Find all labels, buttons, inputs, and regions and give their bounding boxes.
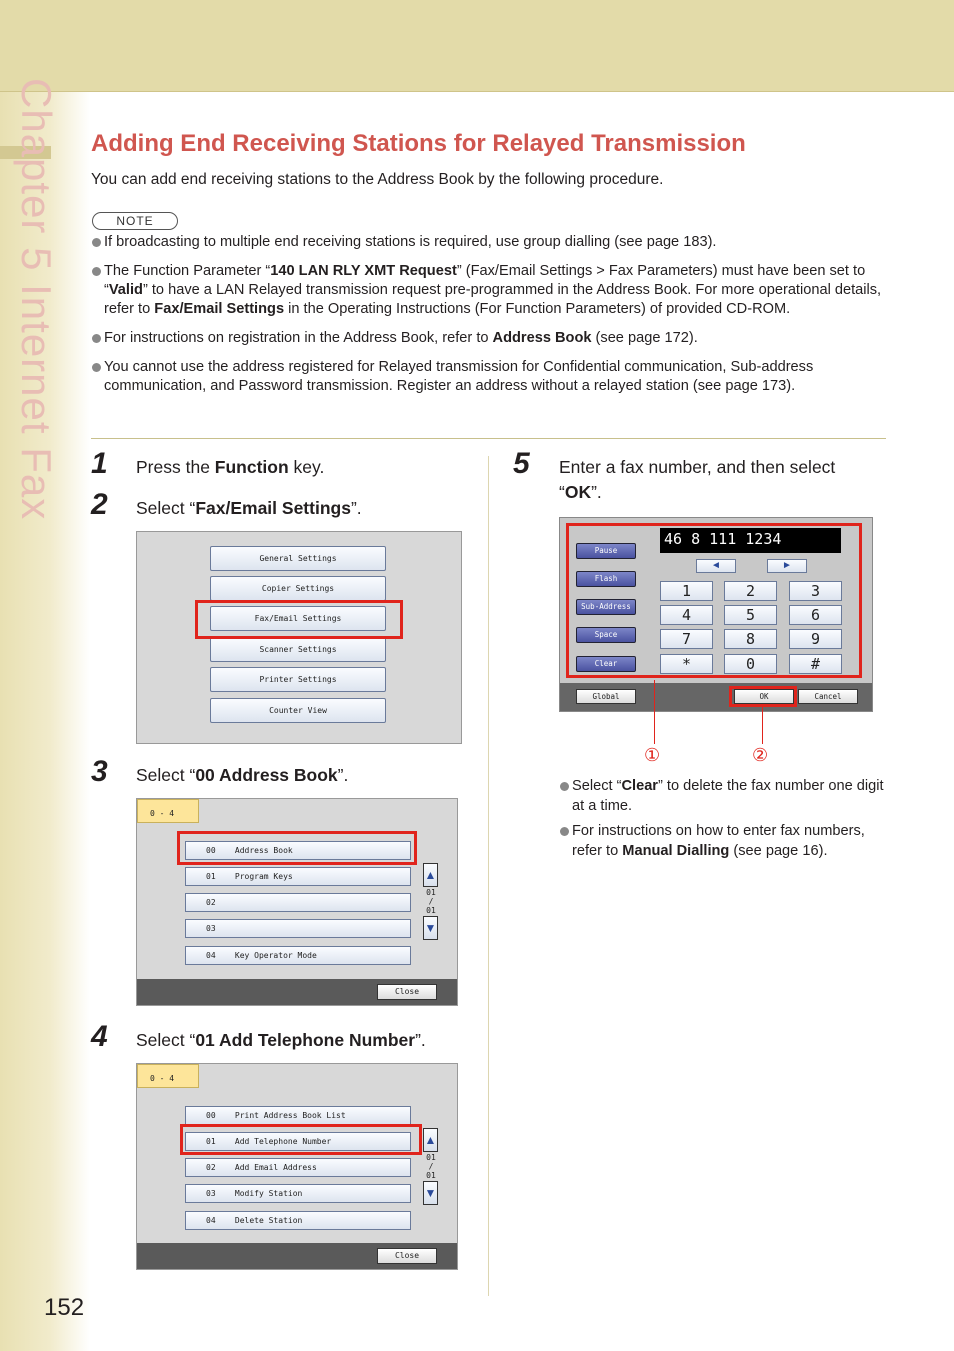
address-book-menu-screen xyxy=(136,798,458,1006)
note-label: NOTE xyxy=(92,212,178,230)
step-3-text: Select “00 Address Book”. xyxy=(136,765,349,785)
ok-button[interactable]: OK xyxy=(734,689,794,704)
general-settings-button[interactable]: General Settings xyxy=(210,546,386,571)
callout-line xyxy=(762,706,763,744)
address-book-item[interactable]: 00 Address Book xyxy=(185,841,411,860)
cancel-button[interactable]: Cancel xyxy=(798,689,858,704)
page-number: 152 xyxy=(44,1294,85,1321)
function-menu-screen xyxy=(136,531,462,744)
add-email-address-item[interactable]: 02 Add Email Address xyxy=(185,1158,411,1177)
keypad-star[interactable]: * xyxy=(660,654,713,674)
highlight-box xyxy=(177,831,417,865)
step-2-text: Select “Fax/Email Settings”. xyxy=(136,498,362,518)
flash-key[interactable]: Flash xyxy=(576,571,636,587)
callout-2: ② xyxy=(752,745,769,765)
keypad-3[interactable]: 3 xyxy=(789,581,842,601)
top-band xyxy=(0,0,954,92)
step-number: 3 xyxy=(91,755,108,788)
clear-key[interactable]: Clear xyxy=(576,656,636,672)
print-address-book-list-item[interactable]: 00 Print Address Book List xyxy=(185,1106,411,1125)
close-button[interactable]: Close xyxy=(377,1248,437,1264)
modify-station-item[interactable]: 03 Modify Station xyxy=(185,1184,411,1203)
highlight-box xyxy=(195,600,403,639)
callout-line xyxy=(654,680,655,744)
keypad-hash[interactable]: # xyxy=(789,654,842,674)
step-number: 1 xyxy=(91,447,108,480)
empty-item-02[interactable]: 02 xyxy=(185,893,411,912)
step-5-note-list xyxy=(559,777,889,867)
range-tab[interactable]: 0 - 4 xyxy=(137,799,199,823)
bottom-bar xyxy=(560,683,872,711)
note-item: For instructions on how to enter fax numbers, refer to Manual Dialling (see page 16). xyxy=(559,822,889,861)
scroll-up-icon[interactable]: ▲ xyxy=(423,863,438,887)
key-operator-mode-item[interactable]: 04 Key Operator Mode xyxy=(185,946,411,965)
note-item: You cannot use the address registered for Relayed transmission for Confidential communication, Sub-address communication, and Password transmission. Register an address without a relayed station (see page 173). xyxy=(91,358,886,396)
column-divider xyxy=(488,456,489,1296)
fax-email-settings-button[interactable]: Fax/Email Settings xyxy=(210,606,386,631)
scanner-settings-button[interactable]: Scanner Settings xyxy=(210,637,386,662)
step-4-text: Select “01 Add Telephone Number”. xyxy=(136,1030,426,1050)
callout-1: ① xyxy=(644,745,661,765)
sub-address-key[interactable]: Sub-Address xyxy=(576,599,636,615)
note-list xyxy=(91,233,886,406)
step-5-text: Enter a fax number, and then select “OK”. xyxy=(559,457,836,502)
keypad-9[interactable]: 9 xyxy=(789,629,842,649)
copier-settings-button[interactable]: Copier Settings xyxy=(210,576,386,601)
note-item: Select “Clear” to delete the fax number one digit at a time. xyxy=(559,777,889,816)
keypad-0[interactable]: 0 xyxy=(724,654,777,674)
keypad-6[interactable]: 6 xyxy=(789,605,842,625)
counter-view-button[interactable]: Counter View xyxy=(210,698,386,723)
step-1-text: Press the Function key. xyxy=(136,457,325,477)
keypad-2[interactable]: 2 xyxy=(724,581,777,601)
global-button[interactable]: Global xyxy=(576,689,636,704)
highlight-box xyxy=(180,1124,422,1155)
bottom-bar xyxy=(137,1243,457,1269)
highlight-box xyxy=(566,523,862,678)
note-item: If broadcasting to multiple end receiving stations is required, use group dialling (see page 183). xyxy=(91,233,886,252)
highlight-box xyxy=(729,686,797,707)
add-station-menu-screen xyxy=(136,1063,458,1270)
fax-number-entry-screen xyxy=(559,517,873,712)
scroll-down-icon[interactable]: ▼ xyxy=(423,916,438,940)
add-telephone-number-item[interactable]: 01 Add Telephone Number xyxy=(185,1132,411,1151)
close-button[interactable]: Close xyxy=(377,984,437,1000)
step-number: 2 xyxy=(91,488,108,521)
cursor-right-icon[interactable]: ► xyxy=(767,559,807,573)
note-item: The Function Parameter “140 LAN RLY XMT Request” (Fax/Email Settings > Fax Parameters) must have been set to “Valid” to have a LAN Relayed transmission request pre-programmed in the Address Book. For more operational details, refer to Fax/Email Settings in the Operating Instructions (For Function Parameters) of provided CD-ROM. xyxy=(91,262,886,319)
section-divider xyxy=(91,438,886,439)
section-title: Adding End Receiving Stations for Relayed Transmission xyxy=(91,130,746,157)
fax-number-display: 46 8 111 1234 xyxy=(660,528,841,553)
empty-item-03[interactable]: 03 xyxy=(185,919,411,938)
page-indicator: 01 / 01 xyxy=(426,888,436,915)
cursor-left-icon[interactable]: ◄ xyxy=(696,559,736,573)
program-keys-item[interactable]: 01 Program Keys xyxy=(185,867,411,886)
delete-station-item[interactable]: 04 Delete Station xyxy=(185,1211,411,1230)
step-number: 4 xyxy=(91,1020,108,1053)
printer-settings-button[interactable]: Printer Settings xyxy=(210,667,386,692)
keypad-4[interactable]: 4 xyxy=(660,605,713,625)
note-item: For instructions on registration in the Address Book, refer to Address Book (see page 172). xyxy=(91,329,886,348)
keypad-7[interactable]: 7 xyxy=(660,629,713,649)
intro-text: You can add end receiving stations to the Address Book by the following procedure. xyxy=(91,171,664,188)
bottom-bar xyxy=(137,979,457,1005)
page-indicator: 01 / 01 xyxy=(426,1153,436,1180)
scroll-down-icon[interactable]: ▼ xyxy=(423,1181,438,1205)
chapter-label: Chapter 5 Internet Fax xyxy=(13,78,60,521)
space-key[interactable]: Space xyxy=(576,627,636,643)
pause-key[interactable]: Pause xyxy=(576,543,636,559)
keypad-1[interactable]: 1 xyxy=(660,581,713,601)
step-number: 5 xyxy=(513,447,530,480)
scroll-up-icon[interactable]: ▲ xyxy=(423,1128,438,1152)
range-tab[interactable]: 0 - 4 xyxy=(137,1064,199,1088)
keypad-8[interactable]: 8 xyxy=(724,629,777,649)
keypad-5[interactable]: 5 xyxy=(724,605,777,625)
